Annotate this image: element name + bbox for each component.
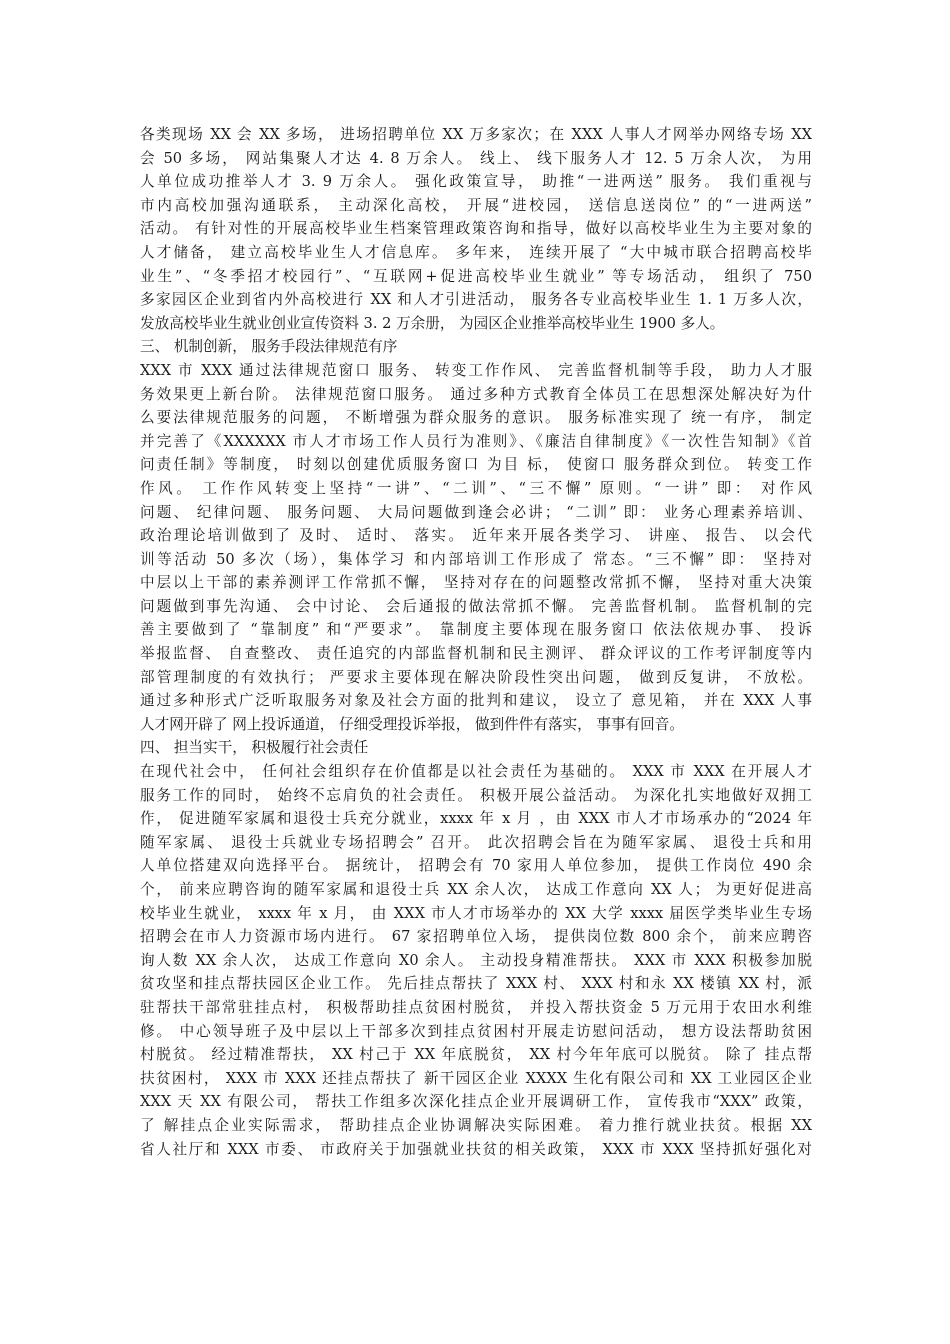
text-line: 发放高校毕业生就业创业宣传资料 3. 2 万余册， 为园区企业推举高校毕业生 1900 多人。 bbox=[140, 314, 725, 332]
text-line: 各类现场 XX 会 XX 多场， 进场招聘单位 XX 万多家次；在 XXX 人事人才网举办网络专场 XX bbox=[140, 126, 812, 143]
text-line: 修。 中心领导班子及中层以上干部多次到挂点贫困村开展走访慰问活动， 想方设法帮助贫困 bbox=[140, 1022, 812, 1040]
text-line: 务效果更上新台阶。 法律规范窗口服务。 通过多种方式教育全体员工在思想深处解决好为什 bbox=[140, 385, 812, 403]
text-line: XXX 天 XX 有限公司， 帮扶工作组多次深化挂点企业开展调研工作， 宣传我市“XXX” 政策， bbox=[140, 1093, 812, 1111]
text-line: 服务工作的同时， 始终不忘肩负的社会责任。 积极开展公益活动。 为深化扎实地做好双拥工 bbox=[140, 786, 812, 804]
text-line: 了 解挂点企业实际需求， 帮助挂点企业协调解决实际困难。 着力推行就业扶贫。根据 XX bbox=[140, 1116, 812, 1134]
text-line: 问责任制》等制度， 时刻以创建优质服务窗口 为目 标， 使窗口 服务群众到位。 转变工作 bbox=[140, 456, 812, 474]
text-line: 多家园区企业到省内外高校进行 XX 和人才引进活动， 服务各专业高校毕业生 1. 1 万多人次， bbox=[140, 291, 812, 309]
text-line: 么要法律规范服务的问题， 不断增强为群众服务的意识。 服务标准实现了 统一有序， 制定 bbox=[140, 409, 812, 427]
text-line: 贫攻坚和挂点帮扶园区企业工作。 先后挂点帮扶了 XXX 村、 XXX 村和永 XX 楼镇 XX 村，派 bbox=[140, 975, 812, 993]
text-line: 扶贫困村， XXX 市 XXX 还挂点帮扶了 新干园区企业 XXXX 生化有限公司和 XX 工业园区企业 bbox=[140, 1069, 812, 1087]
text-line: 活动。 有针对性的开展高校毕业生档案管理政策咨询和指导，做好以高校毕业生为主要对象的 bbox=[140, 220, 812, 238]
text-line: 个， 前来应聘咨询的随军家属和退役士兵 XX 余人次， 达成工作意向 XX 人； 为更好促进高 bbox=[140, 881, 812, 898]
text-line: 并完善了《XXXXXX 市人才市场工作人员行为准则》、《廉洁自律制度》《一次性告知制》《首 bbox=[140, 432, 812, 450]
text-line: 会 50 多场， 网站集聚人才达 4. 8 万余人。 线上、 线下服务人才 12. 5 万余人次， 为用 bbox=[140, 149, 812, 167]
text-line: 校毕业生就业， xxxx 年 x 月， 由 XXX 市人才市场举办的 XX 大学 xxxx 届医学类毕业生专场 bbox=[140, 904, 812, 922]
text-line: 村脱贫。 经过精准帮扶， XX 村己于 XX 年底脱贫， XX 村今年年底可以脱贫。 除了 挂点帮 bbox=[140, 1046, 812, 1064]
text-line: 中层以上干部的素养测评工作常抓不懈， 坚持对存在的问题整改常抓不懈， 坚持对重大决策 bbox=[140, 574, 812, 592]
text-line: 人单位成功推举人才 3. 9 万余人。 强化政策宣导， 助推“一进两送” 服务。 我们重视与 bbox=[140, 173, 812, 191]
text-line: 作风。 工作作风转变上坚持“一讲”、“二训”、“三不懈” 原则。“一讲” 即： 对作风 bbox=[140, 479, 812, 497]
text-line: 人才储备， 建立高校毕业生人才信息库。 多年来， 连续开展了 “大中城市联合招聘高校毕 bbox=[140, 243, 812, 261]
text-line: 问题做到事先沟通、 会中讨论、 会后通报的做法常抓不懈。 完善监督机制。 监督机制的完 bbox=[140, 597, 812, 615]
text-line: 招聘会在市人力资源市场内进行。 67 家招聘单位入场， 提供岗位数 800 余个， 前来应聘咨 bbox=[140, 928, 812, 946]
text-line: 省人社厅和 XXX 市委、 市政府关于加强就业扶贫的相关政策， XXX 市 XXX 坚持抓好强化对 bbox=[140, 1140, 812, 1158]
text-line: 人才网开辟了 网上投诉通道， 仔细受理投诉举报， 做到件件有落实， 事事有回音。 bbox=[140, 715, 684, 733]
text-line: 部管理制度的有效执行； 严要求主要体现在解决阶段性突出问题， 做到反复讲， 不放松。 bbox=[140, 668, 812, 686]
text-line: 驻帮扶干部常驻挂点村， 积极帮助挂点贫困村脱贫， 并投入帮扶资金 5 万元用于农田水利维 bbox=[140, 998, 812, 1016]
text-line: 问题、 纪律问题、 服务问题、 大局问题做到逢会必讲； “二训” 即： 业务心理素养培训、 bbox=[140, 503, 812, 521]
text-line: 举报监督、 自查整改、 责任追究的内部监督机制和民主测评、 群众评议的工作考评制度等内 bbox=[140, 645, 812, 663]
text-line: 随军家属、 退役士兵就业专场招聘会” 召开。 此次招聘会旨在为随军家属、 退役士兵和用 bbox=[140, 833, 812, 851]
text-line: 人单位搭建双向选择平台。 据统计， 招聘会有 70 家用人单位参加， 提供工作岗位 490 余 bbox=[140, 857, 812, 875]
section-heading-4: 四、 担当实干， 积极履行社会责任 bbox=[140, 739, 369, 757]
text-line: 市内高校加强沟通联系， 主动深化高校， 开展“进校园， 送信息送岗位” 的“一进两送” bbox=[140, 196, 812, 214]
text-line: 训等活动 50 多次（场），集体学习 和内部培训工作形成了 常态。“三不懈” 即： 坚持对 bbox=[140, 550, 812, 568]
text-line: 在现代社会中， 任何社会组织存在价值都是以社会责任为基础的。 XXX 市 XXX 在开展人才 bbox=[140, 763, 812, 781]
document-body bbox=[140, 123, 812, 1161]
text-line: XXX 市 XXX 通过法律规范窗口 服务、 转变工作作风、 完善监督机制等手段， 助力人才服 bbox=[140, 361, 812, 379]
text-line: 询人数 XX 余人次， 达成工作意向 X0 余人。 主动投身精准帮扶。 XXX 市 XXX 积极参加脱 bbox=[140, 951, 812, 969]
text-line: 政治理论培训做到了 及时、 适时、 落实。 近年来开展各类学习、 讲座、 报告、 以会代 bbox=[140, 527, 812, 545]
section-heading-3: 三、 机制创新， 服务手段法律规范有序 bbox=[140, 338, 398, 356]
text-line: 业生”、“冬季招才校园行”、“互联网+促进高校毕业生就业” 等专场活动， 组织了 750 bbox=[140, 267, 812, 285]
text-line: 通过多种形式广泛听取服务对象及社会方面的批判和建议， 设立了 意见箱， 并在 XXX 人事 bbox=[140, 692, 812, 710]
text-line: 作， 促进随军家属和退役士兵充分就业，xxxx 年 x 月 ，由 XXX 市人才市场承办的“2024 年 bbox=[140, 810, 812, 828]
text-line: 善主要做到了 “靠制度” 和“严要求”。 靠制度主要体现在服务窗口 依法依规办事、 投诉 bbox=[140, 621, 812, 639]
